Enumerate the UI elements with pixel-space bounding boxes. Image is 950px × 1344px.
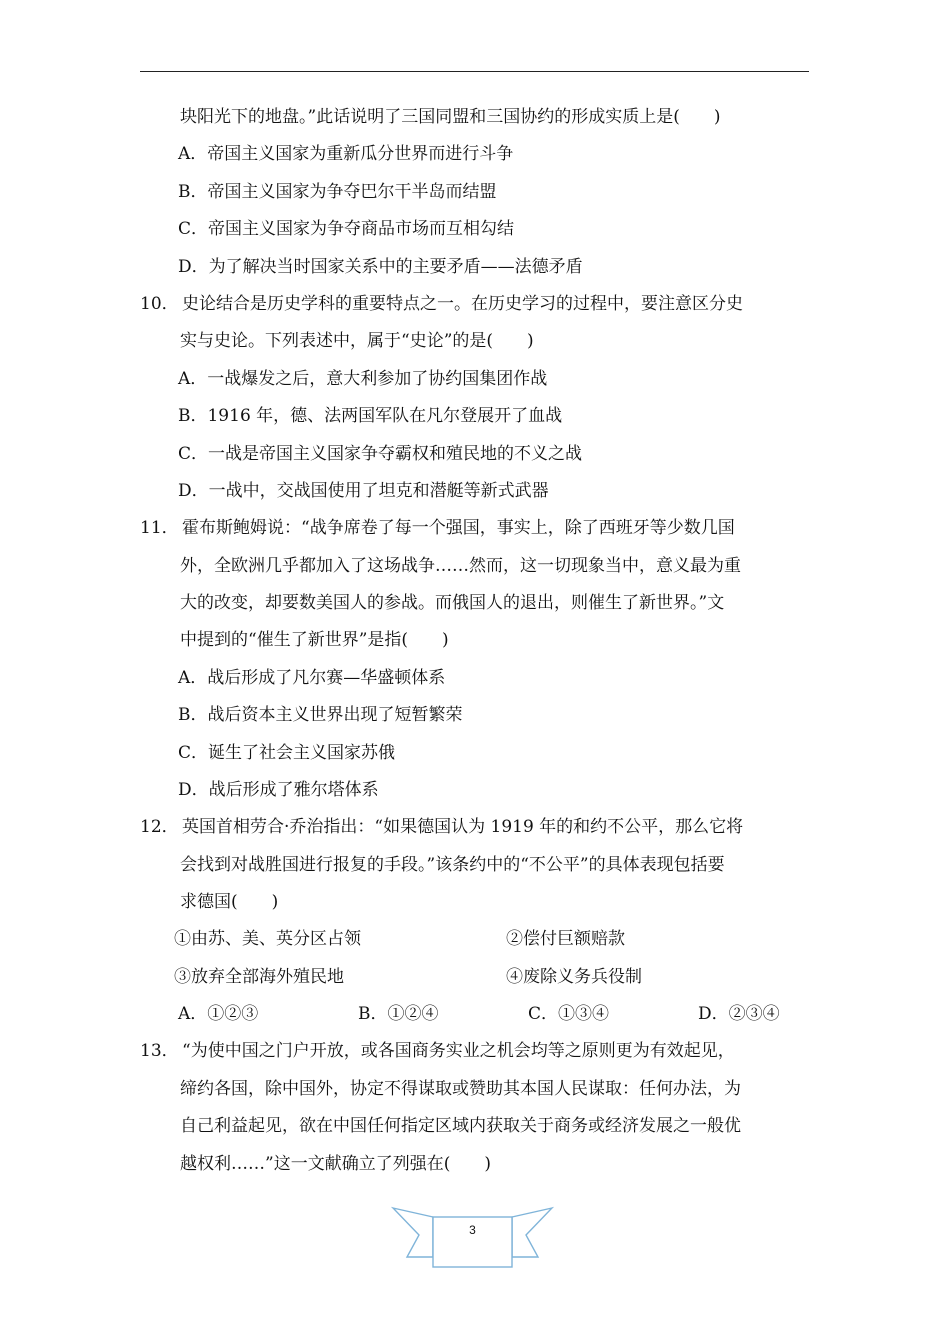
q12-options-row bbox=[178, 995, 818, 1033]
q11-stem-line-1 bbox=[140, 509, 735, 547]
q13-stem-text-1: “为使中国之门户开放，或各国商务实业之机会均等之原则更为有效起见， bbox=[182, 1041, 735, 1061]
q11-stem-line-4: 中提到的“催生了新世界”是指( ) bbox=[180, 630, 449, 650]
q12-stem-line-3: 求德国( ) bbox=[180, 892, 279, 912]
q10-stem-line-2: 实与史论。下列表述中，属于“史论”的是( ) bbox=[180, 331, 534, 351]
q11-stem-line-2: 外，全欧洲几乎都加入了这场战争……然而，这一切现象当中，意义最为重 bbox=[180, 556, 741, 576]
q12-stem-line-2: 会找到对战胜国进行报复的手段。”该条约中的“不公平”的具体表现包括要 bbox=[180, 855, 725, 875]
q12-option-a: A．①②③ bbox=[178, 1004, 259, 1024]
q12-option-c: C．①③④ bbox=[528, 1004, 610, 1024]
q12-items-row-2 bbox=[174, 958, 814, 996]
q11-option-d: D．战后形成了雅尔塔体系 bbox=[178, 780, 379, 800]
header-rule bbox=[140, 71, 809, 72]
q11-number: 11． bbox=[140, 518, 179, 538]
q10-option-d: D．一战中，交战国使用了坦克和潜艇等新式武器 bbox=[178, 481, 549, 501]
q10-stem-text-1: 史论结合是历史学科的重要特点之一。在历史学习的过程中，要注意区分史 bbox=[182, 294, 743, 314]
q12-item-2: ②偿付巨额赔款 bbox=[506, 929, 625, 949]
page-number: 3 bbox=[469, 1223, 476, 1237]
q12-stem-text-1: 英国首相劳合·乔治指出：“如果德国认为 1919 年的和约不公平，那么它将 bbox=[182, 817, 744, 837]
q12-item-3: ③放弃全部海外殖民地 bbox=[174, 967, 344, 987]
q10-number: 10． bbox=[140, 294, 179, 314]
q12-item-1: ①由苏、美、英分区占领 bbox=[174, 929, 361, 949]
q11-stem-line-3: 大的改变，却要数美国人的参战。而俄国人的退出，则催生了新世界。”文 bbox=[180, 593, 725, 613]
q13-stem-line-1 bbox=[140, 1032, 735, 1070]
q11-option-a: A．战后形成了凡尔赛—华盛顿体系 bbox=[178, 668, 446, 688]
q9-option-a: A．帝国主义国家为重新瓜分世界而进行斗争 bbox=[178, 144, 514, 164]
q12-option-d: D．②③④ bbox=[698, 1004, 780, 1024]
q13-number: 13． bbox=[140, 1041, 179, 1061]
q12-number: 12． bbox=[140, 817, 179, 837]
q11-stem-text-1: 霍布斯鲍姆说：“战争席卷了每一个强国，事实上，除了西班牙等少数几国 bbox=[182, 518, 735, 538]
q9-stem-end: 块阳光下的地盘。”此话说明了三国同盟和三国协约的形成实质上是( ) bbox=[180, 107, 721, 127]
q13-stem-line-2: 缔约各国，除中国外，协定不得谋取或赞助其本国人民谋取：任何办法，为 bbox=[180, 1079, 741, 1099]
q12-stem-line-1 bbox=[140, 808, 743, 846]
q10-option-b: B．1916 年，德、法两国军队在凡尔登展开了血战 bbox=[178, 406, 563, 426]
q12-item-4: ④废除义务兵役制 bbox=[506, 967, 642, 987]
q13-stem-line-4: 越权利……”这一文献确立了列强在( ) bbox=[180, 1154, 491, 1174]
ribbon-banner-icon bbox=[385, 1205, 560, 1269]
q13-stem-line-3: 自己利益起见，欲在中国任何指定区域内获取关于商务或经济发展之一般优 bbox=[180, 1116, 741, 1136]
q12-items-row-1 bbox=[174, 920, 814, 958]
page-number-ribbon bbox=[385, 1205, 560, 1269]
q10-option-c: C．一战是帝国主义国家争夺霸权和殖民地的不义之战 bbox=[178, 444, 583, 464]
q9-option-d: D．为了解决当时国家关系中的主要矛盾——法德矛盾 bbox=[178, 257, 583, 277]
q11-option-b: B．战后资本主义世界出现了短暂繁荣 bbox=[178, 705, 463, 725]
q9-option-b: B．帝国主义国家为争夺巴尔干半岛而结盟 bbox=[178, 182, 497, 202]
q9-option-c: C．帝国主义国家为争夺商品市场而互相勾结 bbox=[178, 219, 515, 239]
q10-stem-line-1 bbox=[140, 285, 743, 323]
q11-option-c: C．诞生了社会主义国家苏俄 bbox=[178, 743, 396, 763]
q12-option-b: B．①②④ bbox=[358, 1004, 439, 1024]
q10-option-a: A．一战爆发之后，意大利参加了协约国集团作战 bbox=[178, 369, 548, 389]
